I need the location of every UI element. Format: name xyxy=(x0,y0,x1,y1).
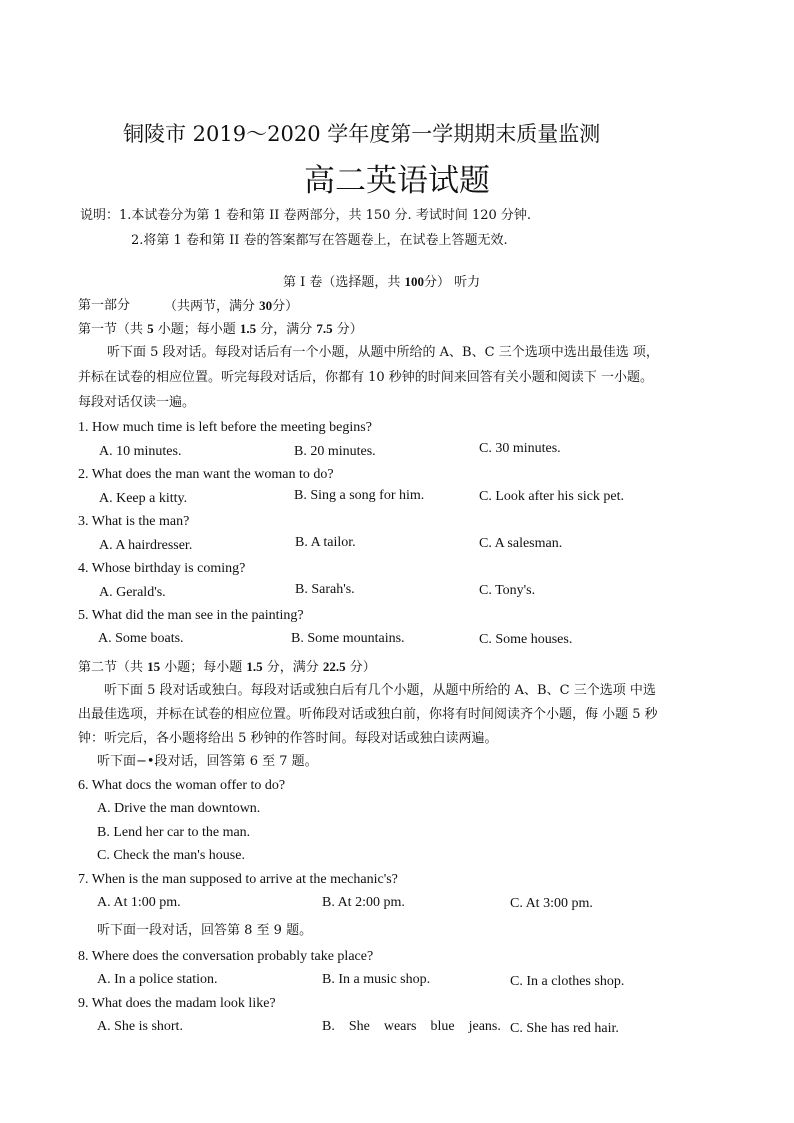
question-4-option-c: C. Tony's. xyxy=(479,583,536,598)
section1-directions-2: 并标在试卷的相应位置。听完每段对话后，你都有 10 秒钟的时间来回答有关小题和阅读下 一小题。 xyxy=(78,370,653,385)
section1-count: 5 xyxy=(147,321,154,336)
volume1-heading-suffix: 分） 听力 xyxy=(424,275,481,290)
question-6-option-c: C. Check the man's house. xyxy=(97,848,245,863)
part1-label: 第一部分 xyxy=(78,298,131,313)
question-6-option-b: B. Lend her car to the man. xyxy=(97,825,251,840)
section1-total: 7.5 xyxy=(316,321,333,336)
section2-total: 22.5 xyxy=(322,659,346,674)
section2-directions-1: 听下面 5 段对话或独白。每段对话或独白后有几个小题，从题中所给的 A、B、C 三个选项 中选 xyxy=(104,683,656,698)
question-2-option-b: B. Sing a song for him. xyxy=(294,488,425,503)
section1-heading-b: 小题；每小题 xyxy=(153,322,240,337)
part1-desc-prefix: （共两节，满分 xyxy=(164,299,260,314)
section2-directions-3: 钟：听完后，各小题将给出 5 秒钟的作答时间。每段对话或独白读两遍。 xyxy=(78,731,498,746)
section2-heading-c: 分，满分 xyxy=(262,660,323,675)
section2-heading-b: 小题；每小题 xyxy=(160,660,247,675)
question-9-option-b: B. She wears blue jeans. xyxy=(322,1019,501,1034)
section1-directions-3: 每段对话仅读一遍。 xyxy=(78,395,196,410)
part1-desc-suffix: 分） xyxy=(272,299,299,314)
section2-heading xyxy=(78,660,376,674)
question-7-option-c: C. At 3:00 pm. xyxy=(510,896,593,911)
section2-directions-2: 出最佳选项，并标在试卷的相应位置。听佈段对话或独白前，你将有时间阅读齐个小题，侮 小题 5 秒 xyxy=(78,707,658,722)
instruction-line-2: 2.将第 1 卷和第 II 卷的答案都写在答题卷上，在试卷上答题无效. xyxy=(131,233,508,248)
part1-score: 30 xyxy=(259,298,273,313)
question-8-option-a: A. In a police station. xyxy=(97,972,218,987)
question-7-option-b: B. At 2:00 pm. xyxy=(322,895,405,910)
question-9-stem: 9. What does the madam look like? xyxy=(78,996,276,1011)
part1-desc xyxy=(164,299,298,313)
section2-heading-a: 第二节（共 xyxy=(78,660,148,675)
volume1-score: 100 xyxy=(404,274,425,289)
question-6-option-a: A. Drive the man downtown. xyxy=(97,801,261,816)
question-4-option-a: A. Gerald's. xyxy=(99,585,166,600)
section1-directions-1: 听下面 5 段对话。每段对话后有一个小题，从题中所给的 A、B、C 三个选项中选出最佳选 项， xyxy=(107,345,659,360)
lead-questions-6-7: 听下面−•段对话，回答第 6 至 7 题。 xyxy=(97,754,318,769)
question-4-stem: 4. Whose birthday is coming? xyxy=(78,561,246,576)
question-1-option-b: B. 20 minutes. xyxy=(294,444,376,459)
volume1-heading xyxy=(283,275,480,289)
question-5-stem: 5. What did the man see in the painting? xyxy=(78,608,304,623)
question-6-stem: 6. What docs the woman offer to do? xyxy=(78,778,286,793)
question-3-option-c: C. A salesman. xyxy=(479,536,563,551)
section2-each: 1.5 xyxy=(246,659,263,674)
question-7-stem: 7. When is the man supposed to arrive at the mechanic's? xyxy=(78,872,398,887)
section2-heading-d: 分） xyxy=(345,660,376,675)
volume1-heading-prefix: 第 I 卷（选择题，共 xyxy=(283,275,405,290)
section2-count: 15 xyxy=(147,659,161,674)
section1-each: 1.5 xyxy=(239,321,257,336)
section1-heading-d: 分） xyxy=(332,322,363,337)
question-1-stem: 1. How much time is left before the meeting begins? xyxy=(78,420,372,435)
question-9-option-a: A. She is short. xyxy=(97,1019,183,1034)
question-8-option-c: C. In a clothes shop. xyxy=(510,974,625,989)
question-3-stem: 3. What is the man? xyxy=(78,514,190,529)
question-3-option-b: B. A tailor. xyxy=(295,535,356,550)
question-5-option-a: A. Some boats. xyxy=(98,631,184,646)
instruction-line-1: 说明：1.本试卷分为第 1 卷和第 II 卷两部分，共 150 分. 考试时间 120 分钟. xyxy=(80,208,532,223)
question-1-option-c: C. 30 minutes. xyxy=(479,441,561,456)
section1-heading-a: 第一节（共 xyxy=(78,322,148,337)
question-2-option-a: A. Keep a kitty. xyxy=(99,491,188,506)
lead-questions-8-9: 听下面一段对话，回答第 8 至 9 题。 xyxy=(97,923,313,938)
exam-name: 铜陵市 2019～2020 学年度第一学期期末质量监测 xyxy=(123,122,601,146)
section1-heading xyxy=(78,322,363,336)
question-8-option-b: B. In a music shop. xyxy=(322,972,431,987)
question-2-stem: 2. What does the man want the woman to do? xyxy=(78,467,334,482)
subject-title: 高二英语试题 xyxy=(304,163,490,199)
question-2-option-c: C. Look after his sick pet. xyxy=(479,489,625,504)
section1-heading-c: 分，满分 xyxy=(256,322,317,337)
question-5-option-b: B. Some mountains. xyxy=(291,631,405,646)
question-8-stem: 8. Where does the conversation probably take place? xyxy=(78,949,374,964)
question-3-option-a: A. A hairdresser. xyxy=(99,538,193,553)
question-9-option-c: C. She has red hair. xyxy=(510,1021,619,1036)
question-4-option-b: B. Sarah's. xyxy=(295,582,355,597)
question-5-option-c: C. Some houses. xyxy=(479,632,573,647)
question-7-option-a: A. At 1:00 pm. xyxy=(97,895,181,910)
question-1-option-a: A. 10 minutes. xyxy=(99,444,182,459)
